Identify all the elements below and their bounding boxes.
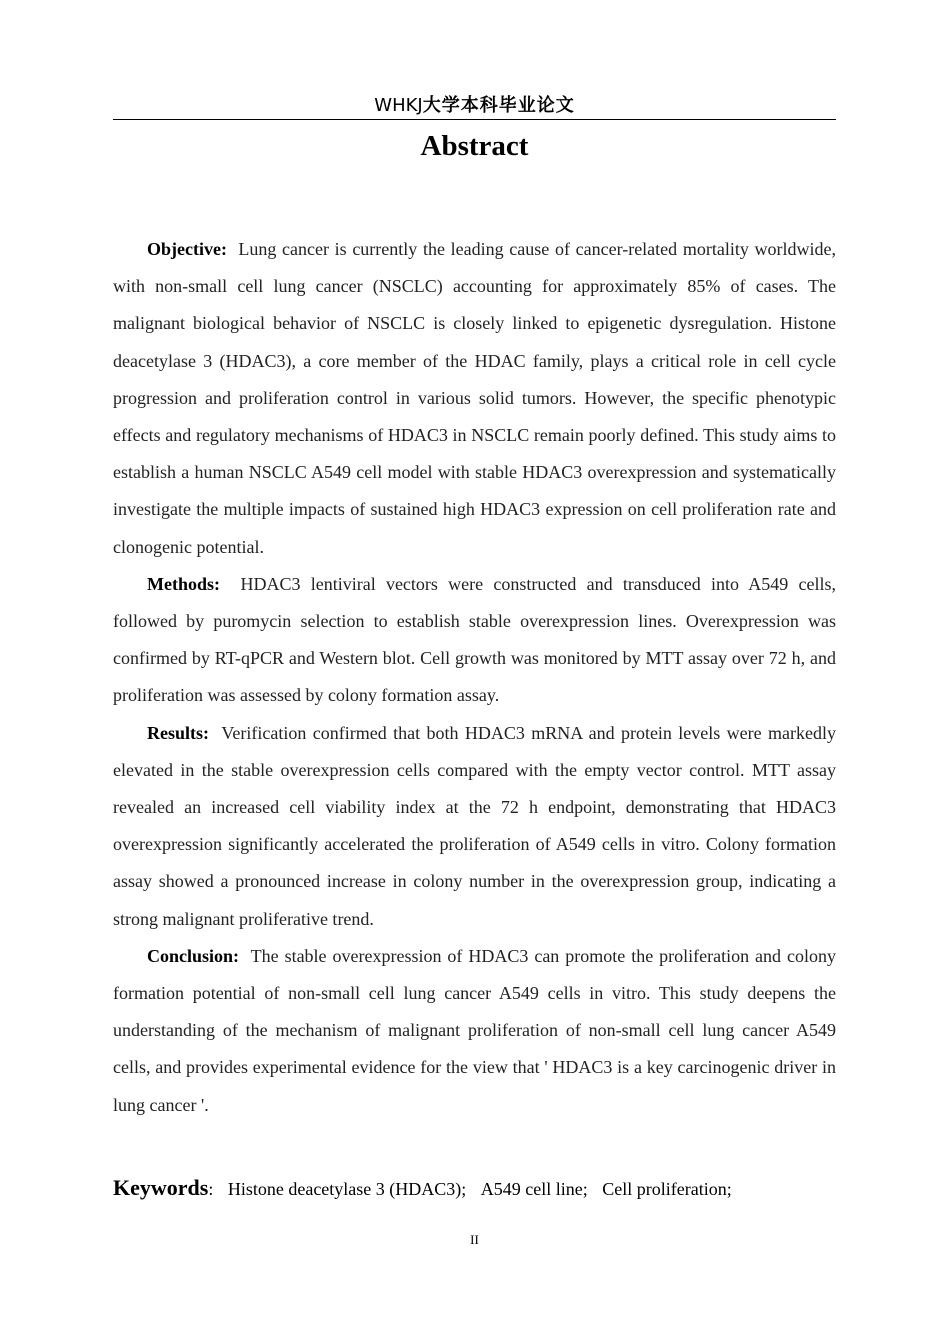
abstract-body bbox=[113, 231, 836, 1124]
running-header-latin: WHKJ bbox=[374, 95, 423, 116]
keyword-item: Histone deacetylase 3 (HDAC3); bbox=[227, 1179, 467, 1199]
keywords-line bbox=[113, 1172, 836, 1205]
results-paragraph bbox=[113, 715, 836, 938]
methods-text: HDAC3 lentiviral vectors were constructed and transduced into A549 cells, followed by puromycin selection to establish stable overexpression lines. Overexpression was confirmed by RT-qPCR and Western blot. Cell growth was monitored by MTT assay over 72 h, and proliferation was assessed by colony formation assay. bbox=[113, 573, 836, 706]
objective-label: Objective: bbox=[147, 239, 227, 259]
methods-label: Methods: bbox=[147, 573, 220, 594]
objective-text: Lung cancer is currently the leading cause of cancer-related mortality worldwide, with non-small cell lung cancer (NSCLC) accounting for approximately 85% of cases. The malignant biological behavior of NSCLC is closely linked to epigenetic dysregulation. Histone deacetylase 3 (HDAC3), a core member of the HDAC family, plays a critical role in cell cycle progression and proliferation control in various solid tumors. However, the specific phenotypic effects and regulatory mechanisms of HDAC3 in NSCLC remain poorly defined. This study aims to establish a human NSCLC A549 cell model with stable HDAC3 overexpression and systematically investigate the multiple impacts of sustained high HDAC3 expression on cell proliferation rate and clonogenic potential. bbox=[113, 239, 836, 557]
results-label: Results: bbox=[147, 722, 209, 743]
running-header bbox=[113, 94, 836, 118]
objective-paragraph bbox=[113, 231, 836, 566]
conclusion-paragraph bbox=[113, 938, 836, 1124]
methods-paragraph bbox=[113, 566, 836, 715]
page-number: II bbox=[470, 1232, 479, 1247]
conclusion-text: The stable overexpression of HDAC3 can promote the proliferation and colony formation potential of non-small cell lung cancer A549 cells in vitro. This study deepens the understanding of the mechanism of malignant proliferation of non-small cell lung cancer A549 cells, and provides experimental evidence for the view that ' HDAC3 is a key carcinogenic driver in lung cancer '. bbox=[113, 945, 836, 1115]
conclusion-label: Conclusion: bbox=[147, 945, 240, 966]
keywords-colon: : bbox=[208, 1179, 214, 1199]
page-title: Abstract bbox=[420, 130, 529, 162]
keyword-item: Cell proliferation; bbox=[602, 1179, 732, 1199]
keywords-label: Keywords bbox=[113, 1175, 209, 1200]
header-rule bbox=[113, 119, 836, 120]
keyword-item: A549 cell line; bbox=[480, 1179, 588, 1199]
running-header-cjk: 大学本科毕业论文 bbox=[422, 95, 575, 116]
results-text: Verification confirmed that both HDAC3 mRNA and protein levels were markedly elevated in the stable overexpression cells compared with the empty vector control. MTT assay revealed an increased cell viability index at the 72 h endpoint, demonstrating that HDAC3 overexpression significantly accelerated the proliferation of A549 cells in vitro. Colony formation assay showed a pronounced increase in colony number in the overexpression group, indicating a strong malignant proliferative trend. bbox=[113, 722, 836, 929]
